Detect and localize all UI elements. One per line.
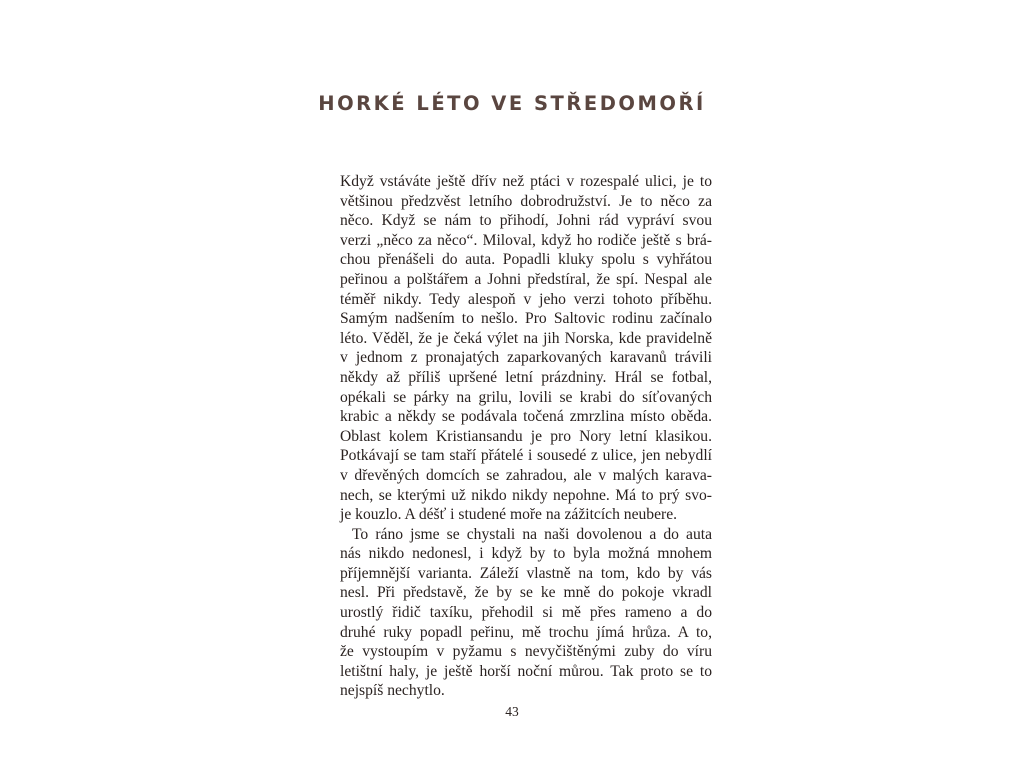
chapter-title: HORKÉ LÉTO VE STŘEDOMOŘÍ <box>318 92 706 115</box>
text-line: léto. Věděl, že je čeká výlet na jih Norska, kde pravidelně <box>340 329 712 347</box>
text-line: je kouzlo. A déšť i studené moře na zážitcích neubere. <box>340 506 678 524</box>
text-line: verzi „něco za něco“. Miloval, když ho rodiče ještě s brá- <box>340 231 712 249</box>
text-line: Samým nadšením to nešlo. Pro Saltovic rodinu začínalo <box>340 310 712 328</box>
text-line: chou přenášeli do auta. Popadli kluky spolu s vyhřátou <box>340 251 712 269</box>
paragraph-2 <box>340 525 712 701</box>
text-line: nás nikdo nedonesl, i když by to byla možná mnohem <box>340 545 712 563</box>
text-line: příjemnější varianta. Záleží vlastně na tom, kdo by vás <box>340 564 712 582</box>
text-line: To ráno jsme se chystali na naši dovolenou a do auta <box>352 525 712 543</box>
text-line: urostlý řidič taxíku, přehodil si mě přes rameno a do <box>340 604 712 622</box>
text-line: druhé ruky popadl peřinu, mě trochu jímá hrůza. A to, <box>340 623 712 641</box>
text-line: krabic a někdy se podávala točená zmrzlina místo oběda. <box>340 408 712 426</box>
text-line: že vystoupím v pyžamu s nevyčištěnými zuby do víru <box>340 643 712 661</box>
text-line: téměř nikdy. Tedy alespoň v jeho verzi tohoto příběhu. <box>340 290 712 308</box>
text-line: Potkávají se tam staří přátelé i sousedé z ulice, jen nebydlí <box>340 447 712 465</box>
text-line: Oblast kolem Kristiansandu je pro Nory letní klasikou. <box>340 427 712 445</box>
text-line: někdy až příliš upršené letní prázdniny. Hrál se fotbal, <box>340 368 712 386</box>
paragraph-1 <box>340 172 712 525</box>
body-text <box>340 172 712 701</box>
text-line: nech, se kterými už nikdo nikdy nepohne. Má to prý svo- <box>340 486 712 504</box>
text-line: peřinou a polštářem a Johni předstíral, že spí. Nespal ale <box>340 270 712 288</box>
text-line: něco. Když se nám to přihodí, Johni rád vypráví svou <box>340 212 712 230</box>
text-line: nejspíš nechytlo. <box>340 682 445 700</box>
text-line: nesl. Při představě, že by se ke mně do pokoje vkradl <box>340 584 712 602</box>
text-line: většinou předzvěst letního dobrodružství. Je to něco za <box>340 192 712 210</box>
text-line: v dřevěných domcích se zahradou, ale v malých karava- <box>340 466 712 484</box>
text-line: Když vstáváte ještě dřív než ptáci v rozespalé ulici, je to <box>340 173 712 190</box>
text-line: letištní haly, je ještě horší noční můrou. Tak proto se to <box>340 662 712 680</box>
text-line: opékali se párky na grilu, lovili se krabi do síťovaných <box>340 388 712 406</box>
text-line: v jednom z pronajatých zaparkovaných karavanů trávili <box>340 349 712 367</box>
page-number: 43 <box>505 704 519 719</box>
